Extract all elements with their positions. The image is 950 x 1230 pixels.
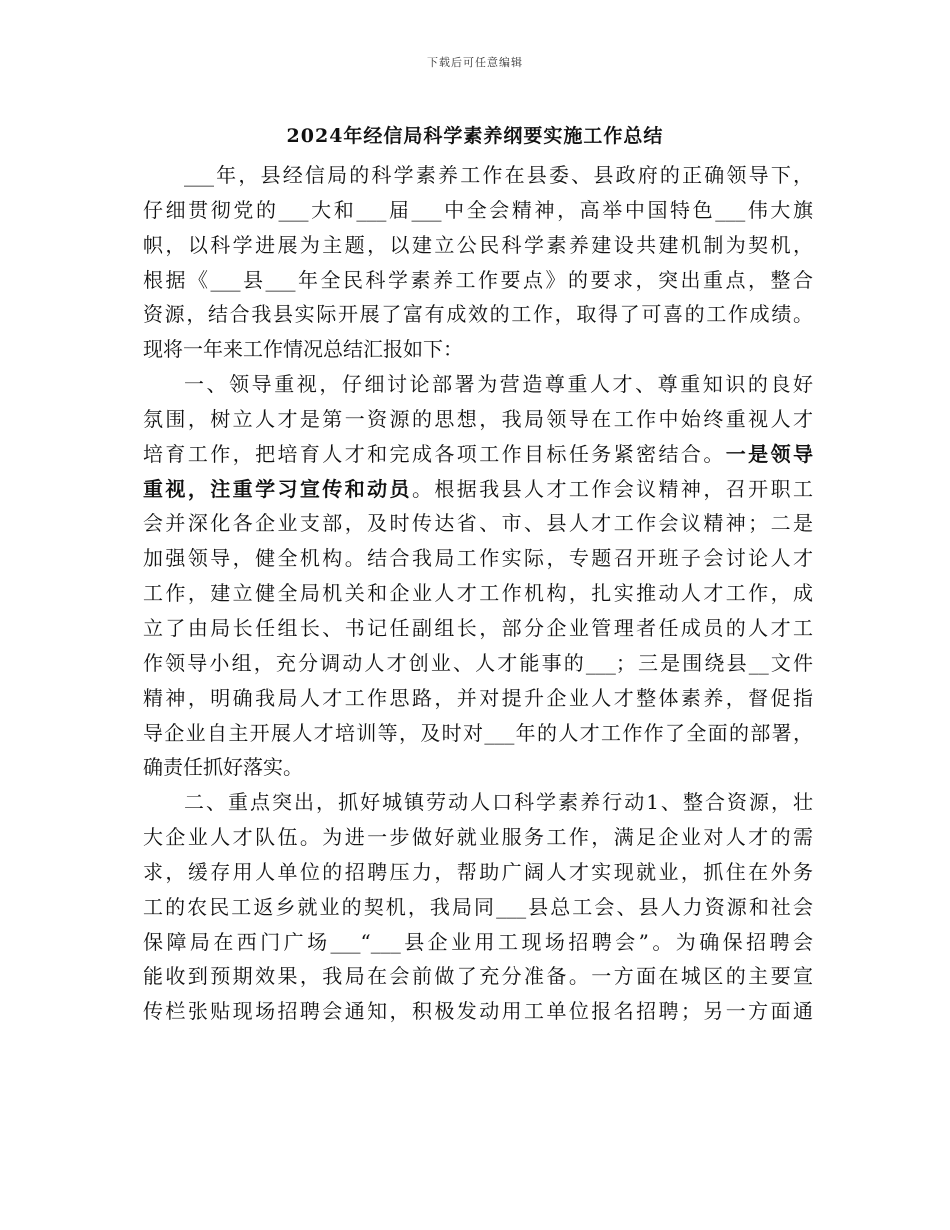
header-note: 下载后可任意编辑 — [427, 56, 523, 69]
text-line: 资源，结合我县实际开展了富有成效的工作，取得了可喜的工作成绩。 — [143, 302, 813, 327]
text-line: 现将一年来工作情况总结汇报如下： — [143, 337, 463, 362]
bold-text-segment: 重视，注重学习宣传和动员 — [143, 476, 412, 501]
text-line: 会并深化各企业支部，及时传达省、市、县人才工作会议精神；二是 — [143, 511, 813, 536]
text-line: 大企业人才队伍。为进一步做好就业服务工作，满足企业对人才的需 — [143, 825, 813, 850]
page-title: 2024年经信局科学素养纲要实施工作总结 — [286, 125, 664, 147]
text-segment: 。根据我县人才工作会议精神，召开职工 — [411, 476, 813, 501]
text-line — [143, 437, 813, 472]
text-line: 求，缓存用人单位的招聘压力，帮助广阔人才实现就业，抓住在外务 — [143, 859, 813, 884]
text-line: 二、重点突出，抓好城镇劳动人口科学素养行动1、整合资源，壮 — [184, 790, 813, 815]
text-line: 一、领导重视，仔细讨论部署为营造尊重人才、尊重知识的良好 — [184, 372, 813, 397]
text-line: 作领导小组，充分调动人才创业、人才能事的___；三是围绕县__文件 — [143, 650, 813, 675]
document-body — [143, 158, 813, 1029]
text-line: 帜，以科学进展为主题，以建立公民科学素养建设共建机制为契机， — [143, 232, 813, 257]
text-line: 导企业自主开展人才培训等，及时对___年的人才工作作了全面的部署， — [143, 720, 813, 745]
text-line: 能收到预期效果，我局在会前做了充分准备。一方面在城区的主要宣 — [143, 964, 813, 989]
text-line — [143, 472, 813, 507]
text-line: 工作，建立健全局机关和企业人才工作机构，扎实推动人才工作，成 — [143, 581, 813, 606]
bold-text-segment: 一是领导 — [725, 441, 813, 466]
text-line: 工的农民工返乡就业的契机，我局同___县总工会、县人力资源和社会 — [143, 894, 813, 919]
text-line: 确责任抓好落实。 — [143, 755, 303, 780]
text-line: 加强领导，健全机构。结合我局工作实际，专题召开班子会讨论人才 — [143, 546, 813, 571]
text-segment: 培育工作，把培育人才和完成各项工作目标任务紧密结合。 — [143, 441, 726, 466]
text-line: 仔细贯彻党的___大和___届___中全会精神，高举中国特色___伟大旗 — [143, 197, 813, 222]
text-line: ___年，县经信局的科学素养工作在县委、县政府的正确领导下， — [184, 163, 813, 187]
text-line: 立了由局长任组长、书记任副组长，部分企业管理者任成员的人才工 — [143, 615, 813, 640]
text-line: 氛围，树立人才是第一资源的思想，我局领导在工作中始终重视人才 — [143, 406, 813, 431]
text-line: 保障局在西门广场___“___县企业用工现场招聘会”。为确保招聘会 — [143, 929, 813, 954]
text-line: 根据《___县___年全民科学素养工作要点》的要求，突出重点，整合 — [143, 267, 813, 292]
text-line: 精神，明确我局人才工作思路，并对提升企业人才整体素养，督促指 — [143, 685, 813, 710]
text-line: 传栏张贴现场招聘会通知，积极发动用工单位报名招聘；另一方面通 — [143, 999, 813, 1024]
